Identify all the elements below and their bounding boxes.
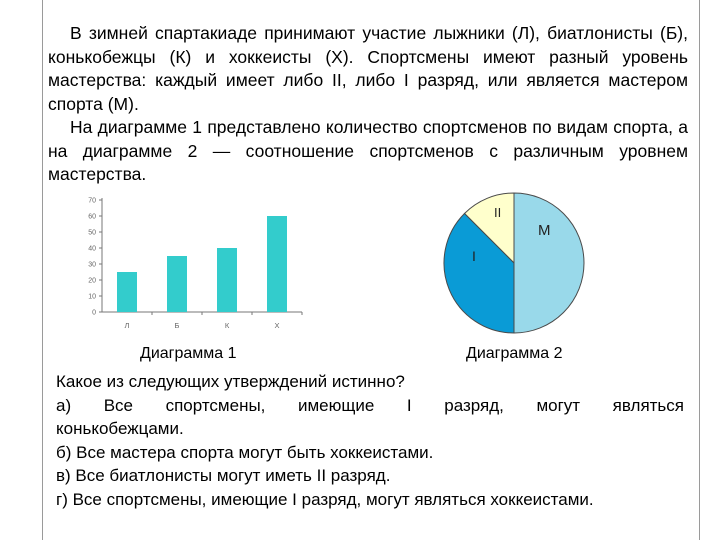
pie-chart-diagram-2 [430, 185, 600, 345]
x-tick-label: Л [124, 321, 130, 330]
intro-paragraph-2: На диаграмме 1 представлено количество спортсменов по видам спорта, а на диаграмме 2 — соотношение спортсменов с различным уровнем мастерства. [48, 117, 688, 184]
y-tick-label: 20 [88, 277, 96, 285]
bar-2 [167, 256, 187, 312]
y-tick-label: 0 [92, 309, 96, 317]
x-tick-label: Х [274, 321, 280, 330]
option-c: в) Все биатлонисты могут иметь II разряд. [56, 466, 391, 485]
option-b: б) Все мастера спорта могут быть хоккеистами. [56, 442, 434, 462]
pie-label-I: I [472, 248, 476, 264]
y-tick-label: 50 [88, 229, 96, 237]
y-tick-label: 60 [88, 213, 96, 221]
x-tick-label: Б [174, 321, 180, 330]
bar-4 [267, 216, 287, 312]
option-a-line-2: конькобежцами. [56, 419, 184, 438]
pie-label-II: II [494, 205, 502, 220]
x-tick-label: К [224, 321, 230, 330]
question-block [56, 370, 684, 511]
option-a-line-1: а) Все спортсмены, имеющие I разряд, могут являться [56, 395, 684, 415]
y-tick-label: 30 [88, 261, 96, 269]
bar-chart-diagram-1 [82, 196, 312, 336]
option-d: г) Все спортсмены, имеющие I разряд, могут являться хоккеистами. [56, 489, 594, 509]
diagram-2-caption: Диаграмма 2 [466, 345, 563, 362]
y-tick-label: 40 [88, 245, 96, 253]
bar-3 [217, 248, 237, 312]
pie-label-M: M [538, 222, 551, 239]
diagram-1-caption: Диаграмма 1 [140, 345, 237, 362]
bar-1 [117, 272, 137, 312]
problem-statement [48, 22, 688, 187]
intro-paragraph-1: В зимней спартакиаде принимают участие лыжники (Л), биатлонисты (Б), конькобежцы (К) и хоккеисты (Х). Спортсмены имеют разный уровень мастерства: каждый имеет либо II, либо I разряд, или является мастером спорта (М). [48, 23, 688, 114]
question-prompt: Какое из следующих утверждений истинно? [56, 372, 405, 391]
y-tick-label: 70 [88, 197, 96, 205]
y-tick-label: 10 [88, 293, 96, 301]
